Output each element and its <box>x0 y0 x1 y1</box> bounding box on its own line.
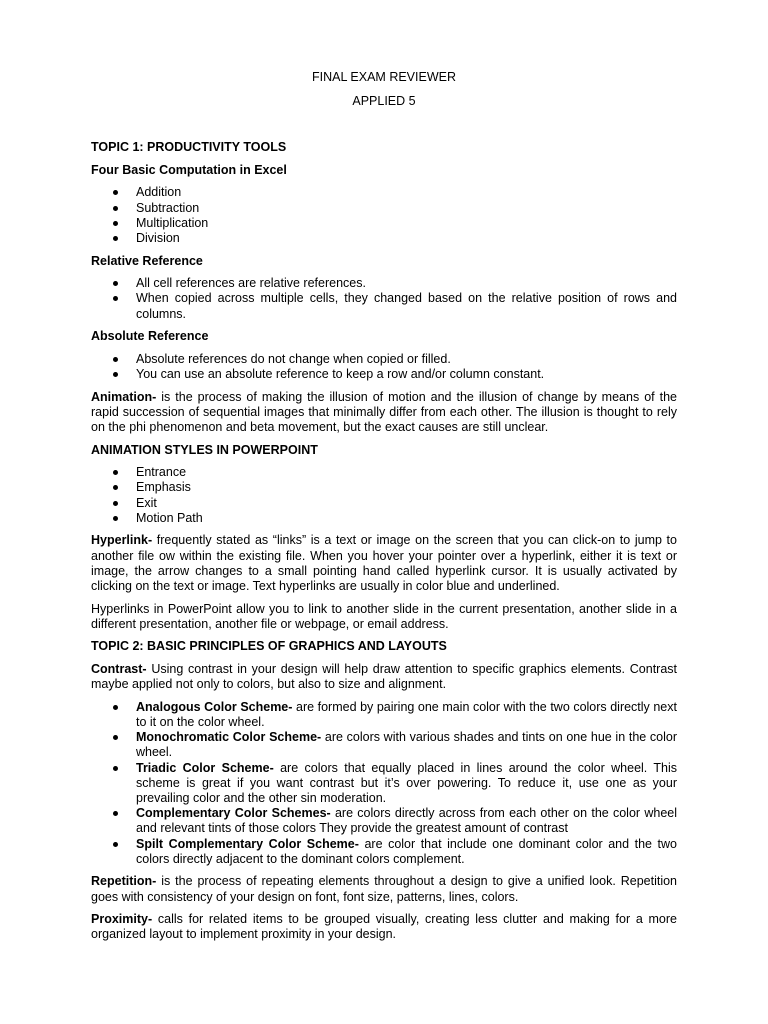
list-item-text: Subtraction <box>136 200 200 215</box>
bullet-icon <box>113 190 118 195</box>
list-item-text: When copied across multiple cells, they changed based on the relative position of rows and columns. <box>136 291 677 321</box>
proximity-term: Proximity- <box>91 912 153 927</box>
bullet-icon <box>113 485 118 490</box>
list-item <box>91 465 677 480</box>
repetition-definition: is the process of repeating elements throughout a design to give a unified look. Repetition goes with consistency of your design on font, font size, patterns, lines, colors. <box>91 874 678 904</box>
animation-styles-list <box>91 465 677 526</box>
color-scheme-definition: are colors directly across from each other on the color wheel and relevant tints of those colors They provide the greatest amount of contrast <box>136 806 677 836</box>
color-scheme-term: Triadic Color Scheme- <box>136 760 274 775</box>
hyperlinks-powerpoint-paragraph: Hyperlinks in PowerPoint allow you to link to another slide in the current presentation, another slide in a different presentation, another file or webpage, or email address. <box>91 601 677 631</box>
hyperlink-definition: frequently stated as “links” is a text or image on the screen that you can click-on to jump to another file ow within the existing file. When you hover your pointer over a hyperlink, either it is text or image, the arrow changes to a small pointing hand called hyperlink cursor. It is usually activated by clicking on the text or image. Text hyperlinks are usually in color blue and underlined. <box>91 533 677 593</box>
bullet-icon <box>113 705 118 710</box>
list-item <box>91 201 677 216</box>
bullet-icon <box>113 470 118 475</box>
list-item <box>91 761 677 807</box>
bullet-icon <box>113 735 118 740</box>
topic-1-heading: TOPIC 1: PRODUCTIVITY TOOLS <box>91 140 287 155</box>
color-scheme-term: Complementary Color Schemes- <box>136 806 331 821</box>
list-item <box>91 511 677 526</box>
list-item <box>91 231 677 246</box>
color-scheme-definition: are colors with various shades and tints on one hue in the color wheel. <box>136 730 678 760</box>
list-item <box>91 291 677 321</box>
proximity-paragraph <box>91 912 677 942</box>
contrast-definition: Using contrast in your design will help draw attention to specific graphics elements. Contrast maybe applied not only to colors, but also to size and alignment. <box>91 661 677 692</box>
absolute-reference-heading: Absolute Reference <box>91 329 209 344</box>
bullet-icon <box>113 206 118 211</box>
list-item-text: Addition <box>136 185 182 200</box>
color-scheme-term: Spilt Complementary Color Scheme- <box>136 836 359 851</box>
contrast-paragraph <box>91 662 677 692</box>
color-scheme-definition: are color that include one dominant color and the two colors directly adjacent to the dominant colors complement. <box>136 836 677 866</box>
relative-reference-list <box>91 276 677 322</box>
repetition-term: Repetition- <box>91 874 157 889</box>
list-item-text: You can use an absolute reference to keep a row and/or column constant. <box>136 366 545 381</box>
repetition-paragraph <box>91 874 677 904</box>
list-item-text: Motion Path <box>136 510 203 525</box>
color-scheme-definition: are colors that equally placed in lines around the color wheel. This scheme is great if you want contrast but it’s over powering. To reduce it, use one as your prevailing color and the other sin moderation. <box>136 760 678 805</box>
contrast-term: Contrast- <box>91 661 147 676</box>
list-item-text: Exit <box>136 495 157 510</box>
animation-styles-heading: ANIMATION STYLES IN POWERPOINT <box>91 442 318 457</box>
bullet-icon <box>113 501 118 506</box>
color-scheme-definition: are formed by pairing one main color with the two colors directly next to it on the color wheel. <box>136 699 677 729</box>
absolute-reference-list <box>91 352 677 382</box>
bullet-icon <box>113 842 118 847</box>
bullet-icon <box>113 357 118 362</box>
topic-2-section <box>91 639 677 942</box>
bullet-icon <box>113 516 118 521</box>
hyperlink-paragraph <box>91 533 677 594</box>
list-item <box>91 276 677 291</box>
bullet-icon <box>113 296 118 301</box>
list-item <box>91 730 677 760</box>
list-item-text: Division <box>136 231 180 245</box>
list-item <box>91 367 677 382</box>
bullet-icon <box>113 236 118 241</box>
list-item <box>91 185 677 200</box>
excel-computations-list <box>91 185 677 246</box>
list-item-text: Entrance <box>136 465 187 480</box>
list-item <box>91 806 677 836</box>
list-item <box>91 837 677 867</box>
topic-2-heading: TOPIC 2: BASIC PRINCIPLES OF GRAPHICS AND LAYOUTS <box>91 639 447 654</box>
bullet-icon <box>113 811 118 816</box>
document-subtitle: APPLIED 5 <box>352 94 416 108</box>
animation-paragraph <box>91 390 677 436</box>
bullet-icon <box>113 281 118 286</box>
relative-reference-heading: Relative Reference <box>91 253 203 268</box>
list-item-text: Multiplication <box>136 215 209 230</box>
color-scheme-term: Analogous Color Scheme- <box>136 699 293 714</box>
excel-computations-heading: Four Basic Computation in Excel <box>91 162 287 177</box>
bullet-icon <box>113 766 118 771</box>
topic-1-section <box>91 140 677 632</box>
color-schemes-list <box>91 700 677 867</box>
proximity-definition: calls for related items to be grouped visually, creating less clutter and making for a more organized layout to implement proximity in your design. <box>91 912 677 942</box>
document-title: FINAL EXAM REVIEWER <box>311 70 456 84</box>
list-item <box>91 700 677 730</box>
bullet-icon <box>113 372 118 377</box>
animation-term: Animation- <box>91 389 157 404</box>
list-item <box>91 216 677 231</box>
list-item <box>91 496 677 511</box>
color-scheme-term: Monochromatic Color Scheme- <box>136 730 322 745</box>
list-item-text: All cell references are relative references. <box>136 276 366 291</box>
hyperlink-term: Hyperlink- <box>91 533 153 548</box>
list-item <box>91 480 677 495</box>
animation-definition: is the process of making the illusion of motion and the illusion of change by means of the rapid succession of sequential images that minimally differ from each other. The illusion is thought to rely on the phi phenomenon and beta movement, but the exact causes are still unclear. <box>91 389 677 434</box>
bullet-icon <box>113 221 118 226</box>
list-item <box>91 352 677 367</box>
list-item-text: Absolute references do not change when copied or filled. <box>136 351 451 366</box>
list-item-text: Emphasis <box>136 480 191 495</box>
